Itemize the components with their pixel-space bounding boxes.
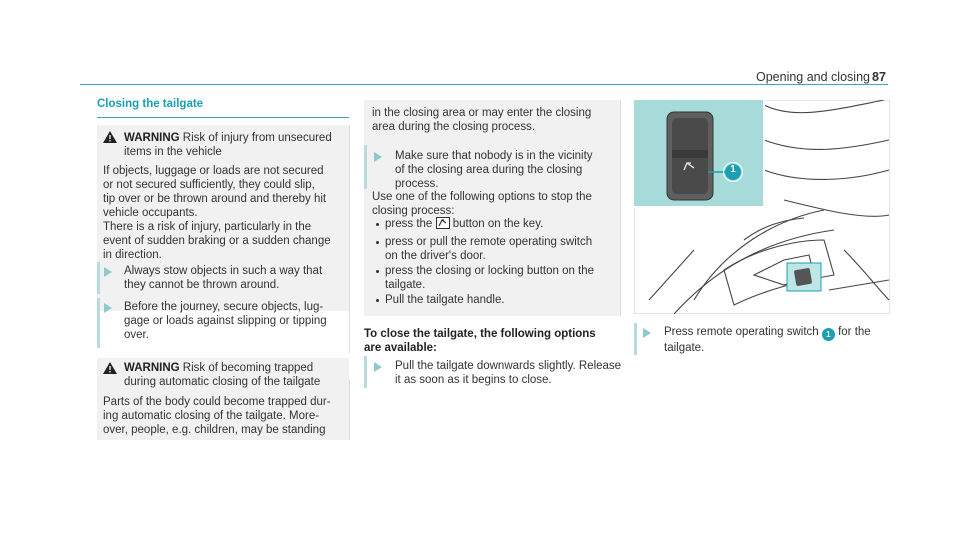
tailgate-key-button-icon: [436, 217, 450, 229]
text-line: process.: [395, 178, 439, 190]
col3-step: [664, 325, 871, 355]
bullet-dot: [376, 270, 379, 273]
step-arrow-icon: [374, 362, 382, 372]
bullet-dot: [376, 241, 379, 244]
callout-badge: 1: [822, 328, 835, 341]
warning-label: WARNING: [124, 132, 180, 144]
text-line: [664, 325, 871, 341]
text-line: tailgate.: [664, 342, 705, 354]
warning-2-continued: [372, 106, 591, 134]
text-line: on the driver's door.: [385, 250, 486, 262]
warning-1-step-2: [124, 300, 327, 342]
text-line: Before the journey, secure objects, lug-: [124, 301, 324, 313]
text-line: over.: [124, 329, 149, 341]
text-line: they cannot be thrown around.: [124, 279, 280, 291]
text-line: over, people, e.g. children, may be standing: [103, 424, 326, 436]
text-line: Use one of the following options to stop the: [372, 191, 592, 203]
text-line: in direction.: [103, 249, 162, 261]
callout-number: 1: [730, 164, 736, 175]
options-intro: [372, 190, 592, 218]
text-line: or not secured sufficiently, they could slip,: [103, 179, 315, 191]
option-2: [385, 235, 592, 263]
bullet-dot: [376, 223, 379, 226]
bullet-dot: [376, 299, 379, 302]
step-bar: [97, 298, 100, 348]
step-arrow-icon: [374, 152, 382, 162]
text-line: press or pull the remote operating switch: [385, 236, 593, 248]
option-1-text-end: button on the key.: [452, 218, 544, 230]
warning-1-step-1: [124, 264, 322, 292]
text-line: There is a risk of injury, particularly in the: [103, 221, 312, 233]
warning-1-text-2: items in the vehicle: [124, 146, 222, 158]
text-line: vehicle occupants.: [103, 207, 198, 219]
text-line: tailgate.: [385, 279, 426, 291]
text-line: Always stow objects in such a way that: [124, 265, 323, 277]
column-divider: [620, 100, 621, 316]
text-line: closing process:: [372, 205, 455, 217]
step-bar: [364, 145, 367, 189]
text-line: it as soon as it begins to close.: [395, 374, 552, 386]
step-arrow-icon: [104, 267, 112, 277]
step-text-end: for the: [838, 326, 871, 338]
step-arrow-icon: [643, 328, 651, 338]
door-switch-illustration: [634, 100, 890, 314]
warning-2-text: Risk of becoming trapped: [182, 362, 314, 374]
option-4: Pull the tailgate handle.: [385, 294, 505, 306]
option-1: [385, 217, 543, 231]
text-line: press the closing or locking button on the: [385, 265, 595, 277]
warning-1-body: [103, 164, 331, 262]
step-bar: [97, 262, 100, 294]
text-line: gage or loads against slipping or tipping: [124, 315, 327, 327]
text-line: are available:: [364, 342, 437, 354]
text-line: If objects, luggage or loads are not secured: [103, 165, 324, 177]
text-line: To close the tailgate, the following options: [364, 328, 596, 340]
text-line: Parts of the body could become trapped dur-: [103, 396, 331, 408]
option-1-text-start: press the: [385, 218, 433, 230]
section-rule: [97, 117, 349, 118]
text-line: of the closing area during the closing: [395, 164, 583, 176]
text-line: Make sure that nobody is in the vicinity: [395, 150, 593, 162]
column-divider: [349, 380, 350, 440]
text-line: Pull the tailgate downwards slightly. Release: [395, 360, 622, 372]
text-line: event of sudden braking or a sudden change: [103, 235, 331, 247]
section-title: Closing the tailgate: [97, 98, 204, 110]
text-line: in the closing area or may enter the closing: [372, 107, 592, 119]
warning-2-heading: [124, 361, 313, 375]
step-text-start: Press remote operating switch: [664, 326, 819, 338]
page-number: 87: [872, 70, 886, 84]
warning-2-body: [103, 395, 331, 437]
warning-1-text: Risk of injury from unsecured: [182, 132, 332, 144]
warning-1-heading: [124, 131, 332, 145]
step-bar: [634, 323, 637, 355]
warning-triangle-icon: [103, 131, 117, 143]
warning-triangle-icon: [103, 362, 117, 374]
warning-label: WARNING: [124, 362, 180, 374]
text-line: ing automatic closing of the tailgate. More-: [103, 410, 320, 422]
step-bar: [364, 356, 367, 388]
col2-step-2: [395, 359, 621, 387]
option-3: [385, 264, 594, 292]
running-header-title: Opening and closing: [756, 70, 870, 84]
column-divider: [349, 125, 350, 353]
warning-2-text-2: during automatic closing of the tailgate: [124, 376, 321, 388]
col2-step: [395, 149, 593, 191]
text-line: area during the closing process.: [372, 121, 536, 133]
step-arrow-icon: [104, 303, 112, 313]
subheading: [364, 327, 596, 355]
header-rule: [80, 84, 888, 85]
text-line: tip over or be thrown around and thereby hit: [103, 193, 327, 205]
